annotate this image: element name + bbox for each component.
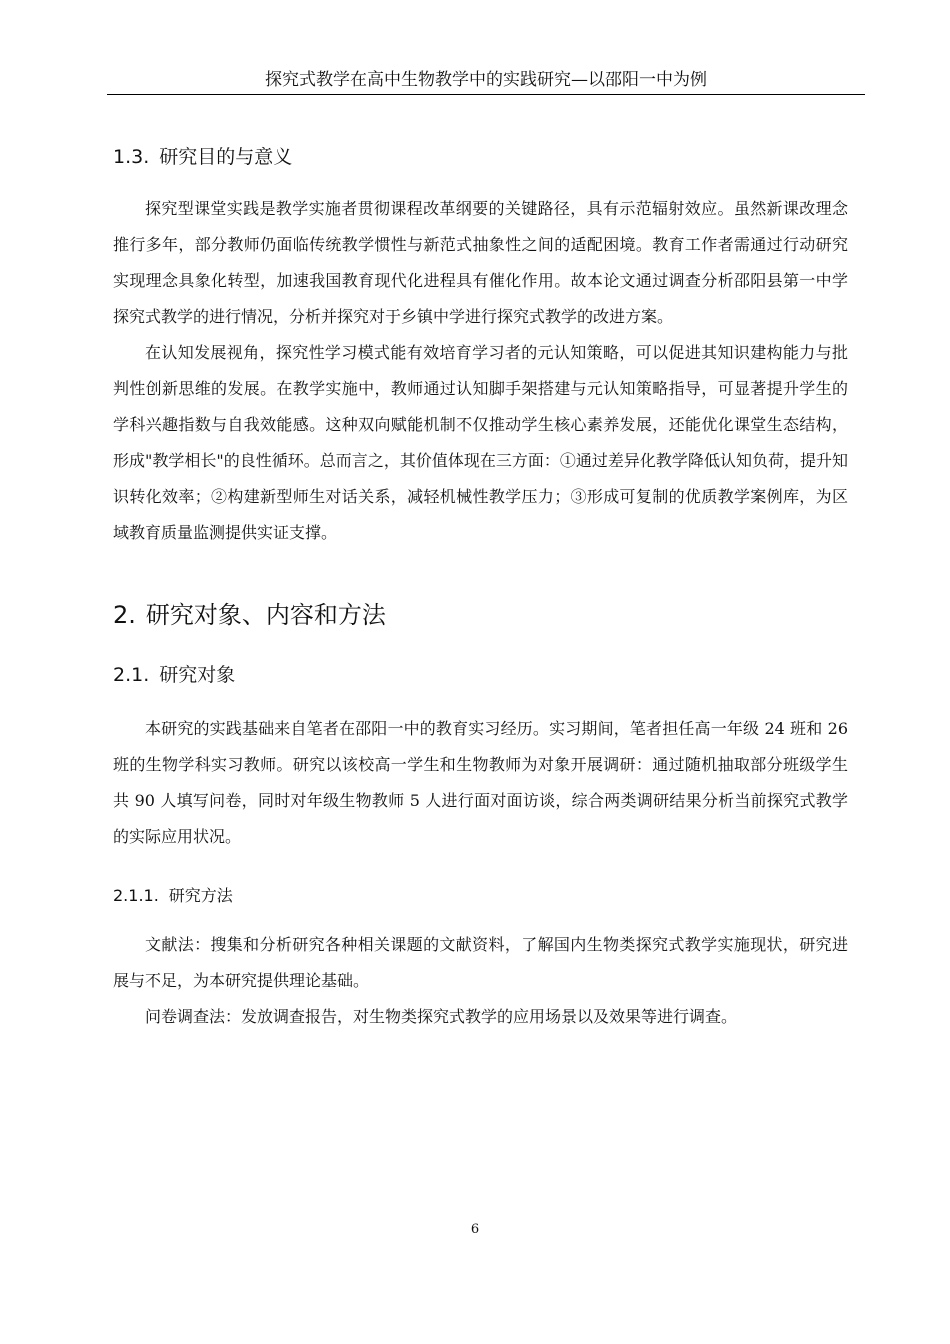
section-title: 研究对象、内容和方法	[145, 601, 386, 629]
running-header: 探究式教学在高中生物教学中的实践研究—以邵阳一中为例	[265, 70, 707, 90]
chapter-heading-2	[113, 599, 848, 631]
section-heading-2-1	[113, 661, 848, 689]
section-title: 研究目的与意义	[159, 146, 293, 168]
section-title: 研究对象	[159, 664, 236, 686]
paragraph: 文献法：搜集和分析研究各种相关课题的文献资料，了解国内生物类探究式教学实施现状，研究进展与不足，为本研究提供理论基础。	[113, 935, 848, 990]
paragraph: 探究型课堂实践是教学实施者贯彻课程改革纲要的关键路径，具有示范辐射效应。虽然新课改理念推行多年，部分教师仍面临传统教学惯性与新范式抽象性之间的适配困境。教育工作者需通过行动研究实现理念具象化转型，加速我国教育现代化进程具有催化作用。故本论文通过调查分析邵阳县第一中学探究式教学的进行情况，分析并探究对于乡镇中学进行探究式教学的改进方案。	[113, 199, 848, 326]
header-rule	[107, 94, 865, 95]
page-content	[113, 143, 848, 1035]
paragraph: 本研究的实践基础来自笔者在邵阳一中的教育实习经历。实习期间，笔者担任高一年级 24 班和 26 班的生物学科实习教师。研究以该校高一学生和生物教师为对象开展调研：通过随机抽取部分班级学生共 90 人填写问卷，同时对年级生物教师 5 人进行面对面访谈，综合两类调研结果分析当前探究式教学的实际应用状况。	[113, 719, 848, 846]
paragraph: 问卷调查法：发放调查报告，对生物类探究式教学的应用场景以及效果等进行调查。	[145, 1007, 738, 1026]
section-number: 2.1.	[113, 664, 150, 686]
section-number: 1.3.	[113, 146, 150, 168]
paragraph: 在认知发展视角，探究性学习模式能有效培育学习者的元认知策略，可以促进其知识建构能力与批判性创新思维的发展。在教学实施中，教师通过认知脚手架搭建与元认知策略指导，可显著提升学生的学科兴趣指数与自我效能感。这种双向赋能机制不仅推动学生核心素养发展，还能优化课堂生态结构，形成"教学相长"的良性循环。总而言之，其价值体现在三方面：①通过差异化教学降低认知负荷，提升知识转化效率；②构建新型师生对话关系，减轻机械性教学压力；③形成可复制的优质教学案例库，为区域教育质量监测提供实证支撑。	[113, 343, 848, 542]
section-number: 2.	[113, 601, 136, 629]
section-heading-1-3	[113, 143, 848, 171]
page-number: 6	[470, 1222, 480, 1237]
section-heading-2-1-1	[113, 883, 848, 909]
section-title: 研究方法	[168, 886, 233, 905]
section-number: 2.1.1.	[113, 886, 159, 905]
